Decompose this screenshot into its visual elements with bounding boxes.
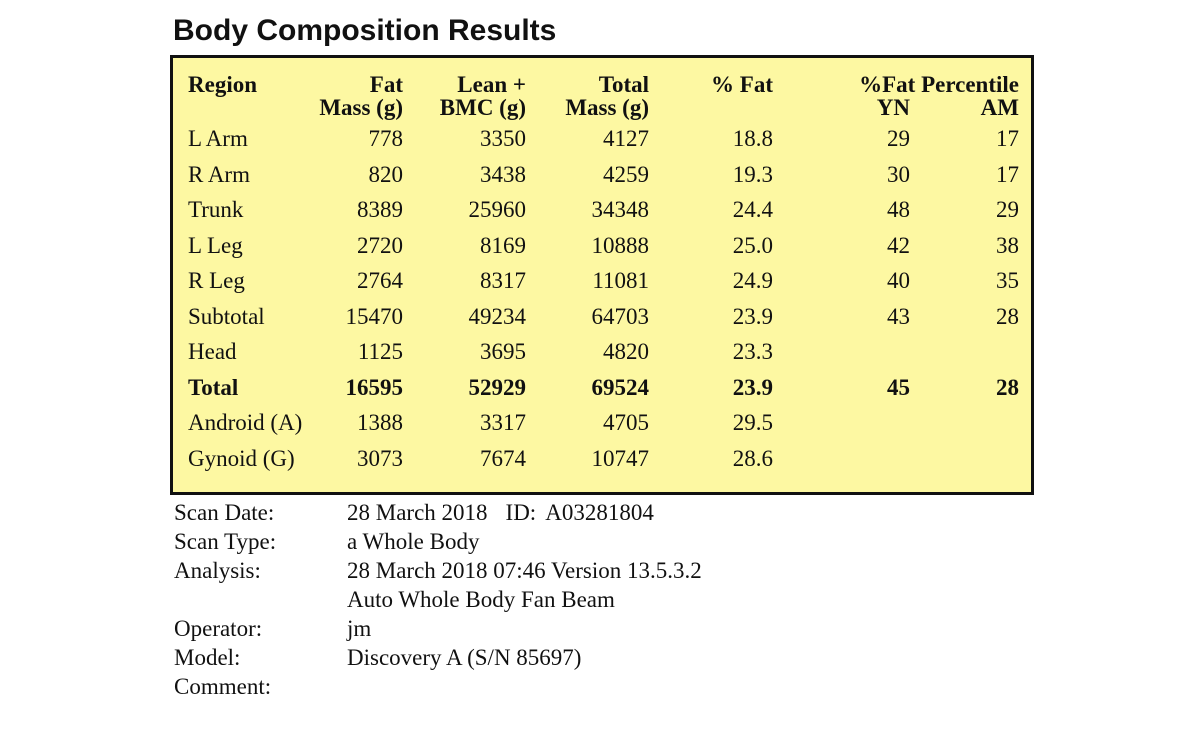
model-row xyxy=(174,643,702,672)
cell-total: 4127 xyxy=(603,126,649,151)
cell-region: Head xyxy=(188,339,237,364)
cell-lean: 3695 xyxy=(480,339,526,364)
cell-total: 4820 xyxy=(603,339,649,364)
cell-pct-fat: 18.8 xyxy=(732,126,773,151)
cell-yn xyxy=(773,441,956,477)
scan-type-label: Scan Type: xyxy=(174,529,277,554)
header-lean-line1: Lean + xyxy=(457,72,526,97)
header-fat-mass-line2: Mass (g) xyxy=(319,95,403,120)
model-value: Discovery A (S/N 85697) xyxy=(347,645,582,670)
cell-region: Trunk xyxy=(188,197,244,222)
cell-fat: 2764 xyxy=(357,268,403,293)
analysis-label: Analysis: xyxy=(174,558,261,583)
cell-am: 28 xyxy=(996,303,1019,329)
cell-am xyxy=(956,441,1031,477)
cell-yn xyxy=(773,334,956,370)
comment-label: Comment: xyxy=(174,674,272,699)
analysis-row xyxy=(174,556,702,585)
cell-region: R Leg xyxy=(188,268,245,293)
cell-pct-fat: 24.4 xyxy=(732,197,773,222)
operator-label: Operator: xyxy=(174,616,263,641)
scan-info xyxy=(174,498,702,701)
header-total-line1: Total xyxy=(598,72,649,97)
cell-total: 4259 xyxy=(603,161,649,187)
cell-fat: 2720 xyxy=(357,232,403,258)
cell-region: Total xyxy=(188,374,239,400)
header-am: AM xyxy=(980,95,1019,120)
cell-yn: 43 xyxy=(887,303,910,329)
header-pct-fat: % Fat xyxy=(711,72,773,97)
cell-yn: 48 xyxy=(887,197,910,222)
cell-total: 10888 xyxy=(591,232,649,258)
header-region: Region xyxy=(188,72,257,97)
cell-pct-fat: 19.3 xyxy=(732,161,773,187)
operator-value: jm xyxy=(347,616,372,641)
scan-type-value: a Whole Body xyxy=(347,529,480,554)
cell-lean: 7674 xyxy=(480,445,526,471)
cell-pct-fat: 23.9 xyxy=(732,374,773,400)
header-spacer xyxy=(649,96,773,119)
analysis-value-line1: 28 March 2018 07:46 Version 13.5.3.2 xyxy=(347,558,702,583)
header-total-line2: Mass (g) xyxy=(565,95,649,120)
scan-type-row xyxy=(174,527,702,556)
scan-date-value: 28 March 2018 xyxy=(347,500,488,525)
cell-lean: 3350 xyxy=(480,126,526,151)
scan-date-label: Scan Date: xyxy=(174,500,275,525)
cell-region: Gynoid (G) xyxy=(188,445,295,471)
cell-yn: 29 xyxy=(887,126,910,151)
cell-fat: 3073 xyxy=(357,445,403,471)
cell-fat: 820 xyxy=(368,161,403,187)
scan-date-row xyxy=(174,498,702,527)
header-percentile: %Fat Percentile xyxy=(859,72,1019,97)
cell-am: 29 xyxy=(996,197,1019,222)
cell-yn xyxy=(773,405,956,441)
id-value: A03281804 xyxy=(545,500,654,525)
cell-am: 38 xyxy=(996,232,1019,258)
cell-fat: 8389 xyxy=(357,197,403,222)
cell-fat: 16595 xyxy=(345,374,403,400)
cell-yn: 42 xyxy=(887,232,910,258)
cell-am: 28 xyxy=(996,374,1019,400)
cell-pct-fat: 29.5 xyxy=(732,410,773,435)
header-lean-line2: BMC (g) xyxy=(439,95,526,120)
cell-yn: 30 xyxy=(887,161,910,187)
cell-total: 69524 xyxy=(591,374,649,400)
analysis-row-2 xyxy=(174,585,702,614)
table-row xyxy=(173,405,1031,441)
cell-am: 17 xyxy=(996,161,1019,187)
table-row xyxy=(173,157,1031,193)
table-row xyxy=(173,192,1031,228)
operator-row xyxy=(174,614,702,643)
table-row xyxy=(173,334,1031,370)
cell-lean: 25960 xyxy=(468,197,526,222)
cell-lean: 8169 xyxy=(480,232,526,258)
cell-pct-fat: 23.3 xyxy=(732,339,773,364)
report-title: Body Composition Results xyxy=(173,14,557,47)
model-label: Model: xyxy=(174,645,241,670)
body-composition-table xyxy=(173,58,1031,476)
analysis-value-line2: Auto Whole Body Fan Beam xyxy=(347,587,615,612)
cell-region: Android (A) xyxy=(188,410,303,435)
cell-yn: 40 xyxy=(887,268,910,293)
cell-am xyxy=(956,334,1031,370)
cell-am: 35 xyxy=(996,268,1019,293)
cell-fat: 778 xyxy=(368,126,403,151)
cell-total: 64703 xyxy=(591,303,649,329)
header-fat-mass-line1: Fat xyxy=(369,72,403,97)
header-spacer xyxy=(173,96,315,119)
table-row xyxy=(173,441,1031,477)
cell-pct-fat: 28.6 xyxy=(732,445,773,471)
cell-pct-fat: 25.0 xyxy=(732,232,773,258)
cell-lean: 3317 xyxy=(480,410,526,435)
cell-region: L Leg xyxy=(188,232,243,258)
cell-fat: 15470 xyxy=(345,303,403,329)
cell-total: 10747 xyxy=(591,445,649,471)
table-row xyxy=(173,263,1031,299)
cell-lean: 8317 xyxy=(480,268,526,293)
cell-yn: 45 xyxy=(887,374,910,400)
comment-row xyxy=(174,672,702,701)
cell-fat: 1388 xyxy=(357,410,403,435)
id-label: ID: xyxy=(505,500,537,525)
cell-region: Subtotal xyxy=(188,303,265,329)
cell-total: 4705 xyxy=(603,410,649,435)
cell-lean: 3438 xyxy=(480,161,526,187)
cell-pct-fat: 23.9 xyxy=(732,303,773,329)
cell-pct-fat: 24.9 xyxy=(732,268,773,293)
cell-total: 11081 xyxy=(592,268,649,293)
cell-lean: 52929 xyxy=(468,374,526,400)
header-yn: YN xyxy=(876,95,910,120)
cell-fat: 1125 xyxy=(357,339,403,364)
table-row xyxy=(173,228,1031,264)
cell-region: L Arm xyxy=(188,126,248,151)
cell-total: 34348 xyxy=(591,197,649,222)
cell-am: 17 xyxy=(996,126,1019,151)
cell-lean: 49234 xyxy=(468,303,526,329)
table-row xyxy=(173,119,1031,157)
cell-am xyxy=(956,405,1031,441)
cell-region: R Arm xyxy=(188,161,250,187)
table-row-total xyxy=(173,370,1031,406)
results-table-panel xyxy=(170,55,1034,495)
table-row xyxy=(173,299,1031,335)
